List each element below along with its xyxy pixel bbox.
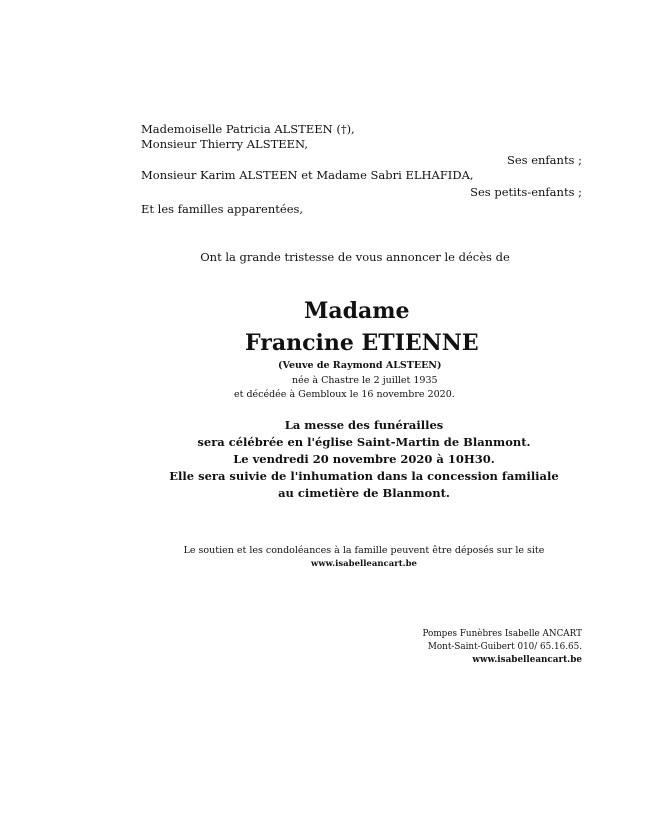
- undertaker-phone: Mont-Saint-Guibert 010/ 65.16.65.: [427, 642, 582, 652]
- condolences-link[interactable]: www.isabelleancart.be: [311, 559, 417, 569]
- funeral-line-5: au cimetière de Blanmont.: [278, 486, 450, 500]
- funeral-line-1: La messe des funérailles: [284, 418, 444, 432]
- family-member-3: Monsieur Karim ALSTEEN et Madame Sabri ELHAFIDA,: [141, 168, 474, 182]
- announcement-text: Ont la grande tristesse de vous annoncer le décès de: [200, 250, 510, 264]
- family-role-grandchildren: Ses petits-enfants ;: [470, 185, 582, 199]
- funeral-line-4: Elle sera suivie de l'inhumation dans la concession familiale: [169, 469, 559, 483]
- condolences-text: Le soutien et les condoléances à la famille peuvent être déposés sur le site: [183, 545, 545, 556]
- family-member-2: Monsieur Thierry ALSTEEN,: [141, 137, 309, 151]
- deceased-name: Francine ETIENNE: [245, 330, 479, 356]
- funeral-line-2: sera célébrée en l'église Saint-Martin de Blanmont.: [197, 435, 531, 449]
- deceased-birth: née à Chastre le 2 juillet 1935: [292, 375, 438, 386]
- deceased-death: et décédée à Gembloux le 16 novembre 2020.: [234, 389, 455, 400]
- family-member-1: Mademoiselle Patricia ALSTEEN (†),: [141, 122, 355, 136]
- family-member-4: Et les familles apparentées,: [141, 202, 304, 216]
- family-role-children: Ses enfants ;: [506, 153, 582, 167]
- deceased-widow: (Veuve de Raymond ALSTEEN): [278, 360, 442, 371]
- undertaker-link[interactable]: www.isabelleancart.be: [472, 655, 582, 665]
- funeral-line-3: Le vendredi 20 novembre 2020 à 10H30.: [233, 452, 495, 466]
- deceased-title: Madame: [304, 298, 410, 324]
- undertaker-name: Pompes Funèbres Isabelle ANCART: [422, 629, 582, 639]
